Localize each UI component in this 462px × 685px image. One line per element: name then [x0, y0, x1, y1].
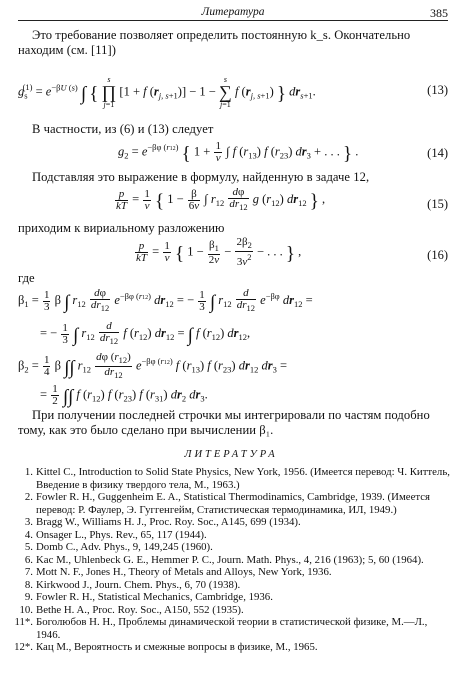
references-list — [14, 466, 452, 654]
reference-item: 5. Domb C., Adv. Phys., 9, 149,245 (1960). — [24, 541, 213, 553]
equation-14-number: (14) — [427, 146, 448, 160]
equation-15-body: $\frac{p}{kT}$ = $\frac{1}{v}$ { 1 − $\frac{\beta}{6v}$ ∫ $r_{12}$ $\frac{d\varphi}{dr_{12}}$ g $(r_{12})$ $dr_{12}$ } , — [116, 186, 326, 212]
equation-15-number: (15) — [427, 197, 448, 211]
equation-16-body: $\frac{p}{kT}$ = $\frac{1}{v}$ { 1 − $\frac{\beta_1}{2v}$ − $\frac{2\beta_2}{3v^2}$ − . . . } , — [136, 236, 302, 268]
running-title: Литература — [201, 6, 265, 18]
equation-13-body: $g_s^{(1)} = e^{-\beta U (s)}$ ∫ { s ∏ j=1 [1 + f $(r_{j, s+1})] - 1$ − s ∑ j=1 f $(r_{j, s+1})$ } $dr_{s+1}$. — [18, 75, 316, 109]
paragraph-integration: При получении последней строчки мы интегрировали по частям подобно тому, как это было сделано при вычислении β₁. — [18, 408, 430, 437]
equation-13-number: (13) — [427, 83, 448, 97]
reference-item: 7. Mott N. F., Jones H., Theory of Metals and Alloys, New York, 1936. — [24, 566, 332, 578]
references-heading: ЛИТЕРАТУРА — [184, 449, 278, 460]
reference-item: 3. Bragg W., Williams H. J., Proc. Roy. Soc., A145, 699 (1934). — [24, 516, 301, 528]
reference-item: 10. Bethe H. A., Proc. Roy. Soc., A150, 552 (1935). — [19, 603, 244, 616]
reference-item: 1. Kittel C., Introduction to Solid State Physics, New York, 1956. (Имеется перевод: Ч. Киттель, Введение в физику твердого тела, М., 1963.) — [24, 466, 450, 491]
beta2-line-2: = $\frac{1}{2}$ ∫∫ f $(r_{12})$ f $(r_{23})$ f $(r_{31})$ $dr_2$ $dr_3$. — [40, 383, 208, 408]
running-header — [18, 6, 448, 21]
page-number: 385 — [430, 6, 448, 20]
paragraph-substituting: Подставляя это выражение в формулу, найденную в задаче 12, — [32, 170, 370, 184]
paragraph-virial: приходим к вириальному разложению — [18, 221, 225, 235]
equation-16-number: (16) — [427, 248, 448, 262]
equation-14-body: $g_2 = e^{-\beta\varphi (r12)}$ { 1 + $\frac{1}{v}$ ∫ f $(r_{13})$ f $(r_{23}) dr_3$ + . . . } . — [118, 140, 359, 165]
beta2-line-1: $\beta_2$ = $\frac{1}{4}$ β ∫∫ $r_{12}$ $\frac{d\varphi (r_{12})}{dr_{12}}$ $e^{-\beta\varphi (r12)}$ f $(r_{13})$ f $(r_{23})$ $dr_{12}$ $dr_3$ = — [18, 351, 287, 380]
paragraph-where: где — [18, 271, 35, 285]
beta1-line-2: = − $\frac{1}{3}$ ∫ $r_{12}$ $\frac{d}{dr_{12}}$ f $(r_{12}) dr_{12}$ = ∫ f $(r_{12})$ $dr_{12}$, — [40, 320, 251, 346]
beta1-line-1: $\beta_1$ = $\frac{1}{3}$ β ∫ $r_{12}$ $\frac{d\varphi}{dr_{12}}$ $e^{-\beta\varphi (r12)}$ $dr_{12}$ = − $\frac{1}{3}$ ∫ $r_{12}$ $\frac{d}{dr_{12}}$ $e^{-\beta\varphi}$ $dr_{12}$ = — [18, 287, 313, 313]
paragraph-particular: В частности, из (6) и (13) следует — [32, 122, 214, 136]
reference-item: 12*. Кац М., Вероятность и смежные вопросы в физике, М., 1965. — [14, 641, 318, 653]
reference-item: 8. Kirkwood J., Journ. Chem. Phys., 6, 70 (1938). — [24, 578, 241, 591]
reference-item: 2. Fowler R. H., Guggenheim E. A., Statistical Thermodinamics, Cambridge, 1939. (Имеется перевод: Р. Фаулер, Э. Гуггенгейм, Статистическая термодинамика, ИЛ, 1949.) — [24, 491, 430, 516]
paragraph-intro: Это требование позволяет определить постоянную k_s. Окончательно находим (см. [11]) — [18, 28, 411, 57]
reference-item: 9. Fowler R. H., Statistical Mechanics, Cambridge, 1936. — [24, 591, 273, 603]
reference-item: 6. Kac M., Uhlenbeck G. E., Hemmer P. C., Journ. Math. Phys., 4, 216 (1963); 5, 60 (1964). — [24, 553, 424, 566]
reference-item: 4. Onsager L., Phys. Rev., 65, 117 (1944). — [24, 528, 207, 541]
reference-item: 11*. Боголюбов Н. Н., Проблемы динамической теории в статистической физике, М.—Л., 1946. — [14, 616, 428, 641]
